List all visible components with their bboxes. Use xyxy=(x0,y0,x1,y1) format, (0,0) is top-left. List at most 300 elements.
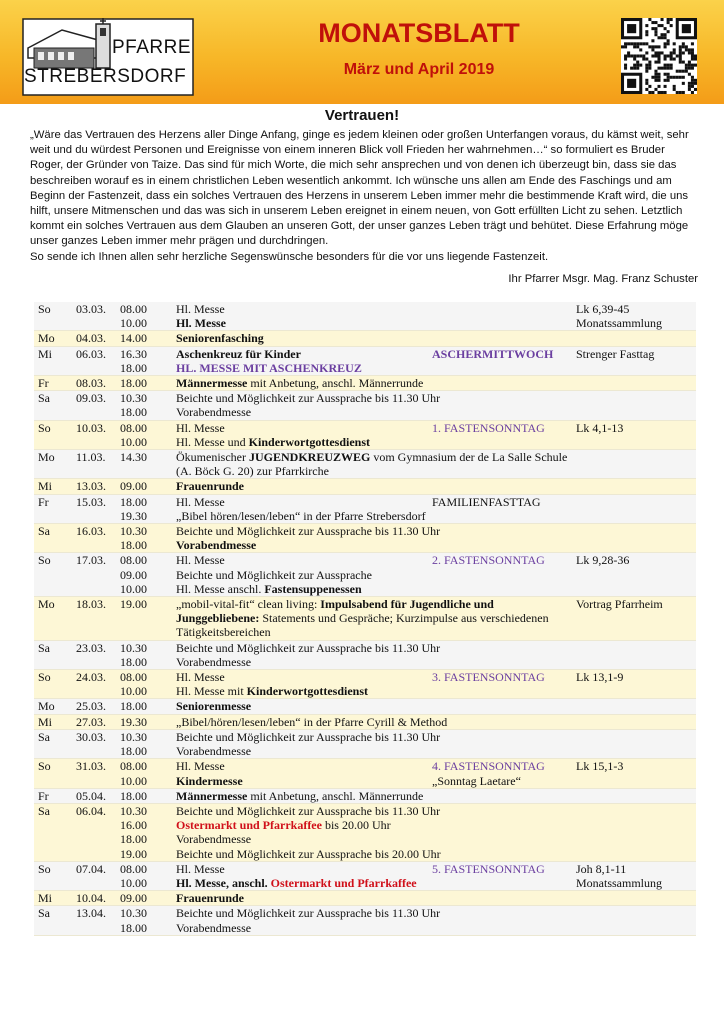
event-line xyxy=(176,302,572,316)
schedule-notes xyxy=(572,494,696,523)
event-note xyxy=(576,699,696,713)
event-time: 14.30 xyxy=(120,450,147,465)
event-time: 10.00 xyxy=(120,684,147,699)
event-note xyxy=(576,921,696,935)
event-line xyxy=(176,832,572,846)
event-line xyxy=(176,862,572,876)
event-text: Kinderwortgottesdienst xyxy=(248,434,370,449)
schedule-date: 04.03. xyxy=(72,331,116,346)
intro-signature: Ihr Pfarrer Msgr. Mag. Franz Schuster xyxy=(508,273,698,285)
schedule-events xyxy=(172,788,572,803)
schedule-notes xyxy=(572,861,696,890)
event-title xyxy=(176,891,572,905)
schedule-notes xyxy=(572,524,696,553)
event-time: 18.00 xyxy=(120,360,147,375)
event-time: 10.00 xyxy=(120,773,147,788)
event-text: Ostermarkt und Pfarrkaffee xyxy=(270,875,417,890)
schedule-times xyxy=(116,906,172,935)
schedule-day: Sa xyxy=(34,524,72,553)
event-time: 08.00 xyxy=(120,861,147,876)
schedule-day: Fr xyxy=(34,788,72,803)
event-title xyxy=(176,405,572,419)
event-note xyxy=(576,376,696,390)
schedule-times xyxy=(116,302,172,331)
schedule-events xyxy=(172,376,572,391)
schedule-notes xyxy=(572,420,696,449)
event-note xyxy=(576,744,696,758)
event-time: 19.30 xyxy=(120,714,147,729)
liturgical-day: 1. FASTENSONNTAG xyxy=(432,420,545,435)
schedule-date: 16.03. xyxy=(72,524,116,553)
event-text: Männermesse xyxy=(176,788,248,803)
event-line xyxy=(176,376,572,390)
event-time: 18.00 xyxy=(120,920,147,935)
event-note: Lk 9,28-36 xyxy=(576,553,630,568)
schedule-notes xyxy=(572,906,696,935)
event-text: Impulsabend für Jugendliche und Junggebliebene: xyxy=(176,597,494,626)
schedule-events xyxy=(172,670,572,699)
schedule-events xyxy=(172,420,572,449)
schedule-row xyxy=(34,494,696,523)
event-line xyxy=(176,818,572,832)
schedule-date: 31.03. xyxy=(72,759,116,788)
logo-text-pfarre: PFARRE xyxy=(112,37,192,58)
intro-heading: Vertrauen! xyxy=(324,107,400,124)
schedule-times xyxy=(116,450,172,479)
schedule-notes xyxy=(572,450,696,479)
schedule-table xyxy=(34,302,696,936)
event-line xyxy=(176,847,572,861)
event-line xyxy=(176,759,572,773)
event-note xyxy=(576,361,696,375)
event-title xyxy=(176,450,572,478)
schedule-day: So xyxy=(34,759,72,788)
schedule-row xyxy=(34,376,696,391)
event-line xyxy=(176,479,572,493)
event-title xyxy=(176,684,572,698)
schedule-day: Sa xyxy=(34,391,72,420)
event-text: „Bibel hören/lesen/leben“ in der Pfarre Strebersdorf xyxy=(176,508,426,523)
qr-code-icon[interactable] xyxy=(621,18,697,94)
event-note xyxy=(576,435,696,449)
schedule-events xyxy=(172,524,572,553)
schedule-row xyxy=(34,450,696,479)
event-time: 18.00 xyxy=(120,832,147,847)
schedule-times xyxy=(116,788,172,803)
schedule-row xyxy=(34,553,696,597)
event-title xyxy=(176,876,572,890)
schedule-date: 24.03. xyxy=(72,670,116,699)
schedule-date: 07.04. xyxy=(72,861,116,890)
event-line xyxy=(176,715,572,729)
event-text: Fastensuppenessen xyxy=(264,581,362,596)
schedule-date: 09.03. xyxy=(72,391,116,420)
event-title xyxy=(176,789,572,803)
schedule-date: 25.03. xyxy=(72,699,116,714)
event-line xyxy=(176,347,572,361)
schedule-notes xyxy=(572,714,696,729)
schedule-notes xyxy=(572,891,696,906)
schedule-day: Fr xyxy=(34,376,72,391)
event-line xyxy=(176,524,572,538)
schedule-row xyxy=(34,391,696,420)
event-text: Beichte und Möglichkeit zur Aussprache bis 20.00 Uhr xyxy=(176,846,441,861)
event-text: Beichte und Möglichkeit zur Aussprache bis 11.30 Uhr xyxy=(176,391,441,406)
schedule-date: 15.03. xyxy=(72,494,116,523)
liturgical-day: 3. FASTENSONNTAG xyxy=(432,670,545,685)
schedule-notes xyxy=(572,670,696,699)
schedule-notes xyxy=(572,640,696,669)
event-text: mit Anbetung, anschl. Männerrunde xyxy=(247,376,424,391)
schedule-day: Sa xyxy=(34,640,72,669)
event-note xyxy=(576,509,696,523)
schedule-times xyxy=(116,861,172,890)
event-text: Ostermarkt und Pfarrkaffee xyxy=(176,818,322,833)
liturgical-day: FAMILIENFASTTAG xyxy=(432,494,541,509)
schedule-events xyxy=(172,479,572,494)
event-time: 09.00 xyxy=(120,567,147,582)
schedule-row xyxy=(34,670,696,699)
event-text: Hl. Messe xyxy=(176,861,225,876)
event-text: Beichte und Möglichkeit zur Aussprache bis 11.30 Uhr xyxy=(176,803,441,818)
schedule-row xyxy=(34,331,696,346)
event-text: Seniorenmesse xyxy=(176,699,252,714)
schedule-row xyxy=(34,861,696,890)
event-text: Kinderwortgottesdienst xyxy=(246,684,368,699)
schedule-events xyxy=(172,597,572,641)
event-title xyxy=(176,538,572,552)
event-note xyxy=(576,847,696,861)
schedule-row xyxy=(34,346,696,375)
event-text: Frauenrunde xyxy=(176,479,245,494)
event-time: 10.30 xyxy=(120,391,147,406)
event-time: 18.00 xyxy=(120,494,147,509)
event-note xyxy=(576,495,696,509)
schedule-times xyxy=(116,331,172,346)
schedule-date: 27.03. xyxy=(72,714,116,729)
schedule-notes xyxy=(572,803,696,861)
event-text: Hl. Messe xyxy=(176,420,225,435)
schedule-notes xyxy=(572,788,696,803)
event-time: 10.30 xyxy=(120,803,147,818)
event-title xyxy=(176,597,572,640)
event-title xyxy=(176,568,572,582)
event-title xyxy=(176,655,572,669)
schedule-notes xyxy=(572,479,696,494)
event-time: 18.00 xyxy=(120,788,147,803)
event-note: Strenger Fasttag xyxy=(576,346,655,361)
schedule-day: Mi xyxy=(34,891,72,906)
schedule-day: So xyxy=(34,861,72,890)
event-line xyxy=(176,450,572,478)
schedule-row xyxy=(34,524,696,553)
event-time: 19.00 xyxy=(120,597,147,612)
event-note xyxy=(576,524,696,538)
schedule-row xyxy=(34,788,696,803)
schedule-date: 23.03. xyxy=(72,640,116,669)
schedule-events xyxy=(172,553,572,597)
event-text: Vorabendmesse xyxy=(176,832,252,847)
schedule-day: Sa xyxy=(34,729,72,758)
schedule-row xyxy=(34,479,696,494)
event-title xyxy=(176,730,572,744)
event-time: 08.00 xyxy=(120,420,147,435)
event-line xyxy=(176,538,572,552)
schedule-times xyxy=(116,891,172,906)
schedule-date: 13.03. xyxy=(72,479,116,494)
event-line xyxy=(176,316,572,330)
schedule-times xyxy=(116,640,172,669)
intro-paragraph: „Wäre das Vertrauen des Herzens aller Dinge Anfang, ginge es jedem kleinen oder großen Unterfangen voraus, du kämst weit, sehr weit und du würdest Personen und Ereignisse von einem inneren Blick voll Frieden her wahrnehmen…“ so formuliert es Bruder Roger, der Gründer von Taize. Das sind für mich Worte, die mich sehr ansprechen und von denen ich überzeugt bin, dass sie das beschreiben worauf es in einem christlichen Leben wesentlich ankommt. Ich wünsche uns allen am Ende des Faschings und am Beginn der Fastenzeit, dass ein solches Vertrauen des Herzens in unserem Leben immer mehr die bestimmende Kraft wird, die uns hilft, unsere Mitmenschen und das was sich in unserem Leben ereignet in einem neuen, von Gott erfüllten Licht zu sehen. Letztlich kommt ein solches Vertrauen aus dem Glauben an unseren Gott, der unser ganzes Leben trägt und behütet. Diese Erfahrung möge unser ganzes Leben immer mehr prägen und durchdringen. xyxy=(30,129,689,248)
event-line xyxy=(176,405,572,419)
event-time: 10.30 xyxy=(120,906,147,921)
event-text: Vorabendmesse xyxy=(176,405,252,420)
event-text: „Bibel/hören/lesen/leben“ in der Pfarre Cyrill & Method xyxy=(176,714,448,729)
event-title xyxy=(176,862,432,876)
schedule-events xyxy=(172,391,572,420)
event-text: Hl. Messe xyxy=(176,670,225,685)
event-note xyxy=(576,906,696,920)
event-text: Hl. Messe mit xyxy=(176,684,247,699)
event-note xyxy=(576,818,696,832)
event-line xyxy=(176,597,572,640)
schedule-day: So xyxy=(34,553,72,597)
schedule-times xyxy=(116,346,172,375)
event-note xyxy=(576,582,696,596)
schedule-row xyxy=(34,420,696,449)
event-note xyxy=(576,730,696,744)
event-title xyxy=(176,495,432,509)
event-line xyxy=(176,876,572,890)
schedule-row xyxy=(34,729,696,758)
event-title xyxy=(176,818,572,832)
schedule-row xyxy=(34,597,696,641)
event-text: Hl. Messe xyxy=(176,302,225,316)
schedule-day: Mo xyxy=(34,699,72,714)
event-text: Ökumenischer xyxy=(176,450,249,465)
schedule-notes xyxy=(572,391,696,420)
event-text: Vorabendmesse xyxy=(176,920,252,935)
event-line xyxy=(176,699,572,713)
event-time: 09.00 xyxy=(120,479,147,494)
event-title xyxy=(176,361,572,375)
event-note xyxy=(576,391,696,405)
event-text: Hl. Messe anschl. xyxy=(176,581,265,596)
schedule-row xyxy=(34,714,696,729)
event-title xyxy=(176,479,572,493)
event-title xyxy=(176,774,432,788)
schedule-notes xyxy=(572,759,696,788)
event-text: Beichte und Möglichkeit zur Aussprache bis 11.30 Uhr xyxy=(176,640,441,655)
page-title: MONATSBLATT xyxy=(318,18,520,48)
schedule-day: Mi xyxy=(34,714,72,729)
event-title xyxy=(176,316,572,330)
schedule-day: Mo xyxy=(34,331,72,346)
event-text: Beichte und Möglichkeit zur Aussprache bis 11.30 Uhr xyxy=(176,524,441,539)
event-line xyxy=(176,421,572,435)
event-time: 08.00 xyxy=(120,302,147,316)
event-time: 18.00 xyxy=(120,699,147,714)
event-line xyxy=(176,789,572,803)
event-note xyxy=(576,655,696,669)
event-note xyxy=(576,715,696,729)
event-line xyxy=(176,655,572,669)
event-text: Hl. Messe xyxy=(176,316,226,331)
schedule-row xyxy=(34,906,696,935)
event-title xyxy=(176,509,572,523)
schedule-times xyxy=(116,376,172,391)
event-title xyxy=(176,524,572,538)
schedule-times xyxy=(116,479,172,494)
event-line xyxy=(176,331,572,345)
schedule-notes xyxy=(572,376,696,391)
schedule-times xyxy=(116,759,172,788)
event-line xyxy=(176,361,572,375)
event-note xyxy=(576,891,696,905)
schedule-notes xyxy=(572,553,696,597)
event-time: 16.30 xyxy=(120,346,147,361)
schedule-times xyxy=(116,391,172,420)
event-note xyxy=(576,641,696,655)
event-time: 08.00 xyxy=(120,670,147,685)
schedule-day: Mi xyxy=(34,479,72,494)
schedule-events xyxy=(172,714,572,729)
event-title xyxy=(176,582,572,596)
event-line xyxy=(176,568,572,582)
event-text: Frauenrunde xyxy=(176,891,245,906)
schedule-day: So xyxy=(34,420,72,449)
schedule-events xyxy=(172,640,572,669)
event-text: JUGENDKREUZWEG xyxy=(248,450,371,465)
event-line xyxy=(176,921,572,935)
event-time: 10.00 xyxy=(120,581,147,596)
event-text: Statements und Gespräche; Kurzimpulse aus verschiedenen Tätigkeitsbereichen xyxy=(176,611,549,640)
schedule-times xyxy=(116,524,172,553)
event-time: 14.00 xyxy=(120,331,147,346)
schedule-row xyxy=(34,891,696,906)
event-line xyxy=(176,391,572,405)
event-note xyxy=(576,832,696,846)
schedule-day: Mo xyxy=(34,450,72,479)
schedule-date: 08.03. xyxy=(72,376,116,391)
schedule-events xyxy=(172,494,572,523)
event-note xyxy=(576,331,696,345)
event-text: „mobil-vital-fit“ clean living: xyxy=(176,597,321,612)
schedule-day: So xyxy=(34,302,72,331)
event-note xyxy=(576,450,696,464)
event-title xyxy=(176,699,572,713)
event-line xyxy=(176,641,572,655)
event-time: 09.00 xyxy=(120,891,147,906)
event-text: Seniorenfasching xyxy=(176,331,264,346)
schedule-events xyxy=(172,450,572,479)
schedule-notes xyxy=(572,597,696,641)
event-title xyxy=(176,804,572,818)
intro-closing: So sende ich Ihnen allen sehr herzliche Segenswünsche besonders für die vor uns liegende Fastenzeit. xyxy=(30,250,549,263)
event-title xyxy=(176,376,572,390)
schedule-date: 10.03. xyxy=(72,420,116,449)
schedule-date: 17.03. xyxy=(72,553,116,597)
schedule-date: 13.04. xyxy=(72,906,116,935)
event-line xyxy=(176,509,572,523)
event-time: 18.00 xyxy=(120,538,147,553)
schedule-day: Sa xyxy=(34,906,72,935)
event-title xyxy=(176,331,572,345)
event-time: 19.00 xyxy=(120,846,147,861)
event-text: Vorabendmesse xyxy=(176,538,257,553)
schedule-row xyxy=(34,640,696,669)
event-line xyxy=(176,553,572,567)
schedule-events xyxy=(172,699,572,714)
event-title xyxy=(176,553,432,567)
schedule-notes xyxy=(572,729,696,758)
page-subtitle: März und April 2019 xyxy=(343,61,495,78)
event-text: Beichte und Möglichkeit zur Aussprache bis 11.30 Uhr xyxy=(176,729,441,744)
event-title xyxy=(176,421,432,435)
event-text: HL. MESSE MIT ASCHENKREUZ xyxy=(176,360,362,375)
event-line xyxy=(176,730,572,744)
event-line xyxy=(176,804,572,818)
schedule-day: Mo xyxy=(34,597,72,641)
schedule-times xyxy=(116,729,172,758)
event-title xyxy=(176,670,432,684)
event-line xyxy=(176,774,572,788)
event-line xyxy=(176,891,572,905)
schedule-day: Sa xyxy=(34,803,72,861)
event-note xyxy=(576,405,696,419)
schedule-times xyxy=(116,803,172,861)
event-title xyxy=(176,302,572,316)
intro-text xyxy=(30,128,700,265)
event-note: Lk 15,1-3 xyxy=(576,759,624,774)
event-line xyxy=(176,744,572,758)
event-time: 10.30 xyxy=(120,729,147,744)
event-time: 10.00 xyxy=(120,434,147,449)
event-title xyxy=(176,906,572,920)
event-note: Lk 6,39-45 xyxy=(576,302,630,316)
event-time: 18.00 xyxy=(120,405,147,420)
schedule-row xyxy=(34,302,696,331)
event-text: Vorabendmesse xyxy=(176,654,252,669)
event-text: bis 20.00 Uhr xyxy=(321,818,391,833)
event-time: 08.00 xyxy=(120,759,147,774)
schedule-date: 06.03. xyxy=(72,346,116,375)
event-note xyxy=(576,479,696,493)
event-time: 18.00 xyxy=(120,376,147,391)
schedule-times xyxy=(116,553,172,597)
schedule-events xyxy=(172,331,572,346)
schedule-date: 10.04. xyxy=(72,891,116,906)
schedule-row xyxy=(34,803,696,861)
schedule-events xyxy=(172,891,572,906)
event-title xyxy=(176,641,572,655)
event-note: Lk 13,1-9 xyxy=(576,670,624,685)
schedule-date: 18.03. xyxy=(72,597,116,641)
event-time: 16.00 xyxy=(120,818,147,833)
header-banner xyxy=(0,0,724,104)
event-text: Hl. Messe und xyxy=(176,434,249,449)
event-note xyxy=(576,538,696,552)
schedule-times xyxy=(116,670,172,699)
event-title xyxy=(176,435,572,449)
liturgical-day: „Sonntag Laetare“ xyxy=(432,773,521,788)
event-text: mit Anbetung, anschl. Männerrunde xyxy=(247,788,424,803)
event-line xyxy=(176,670,572,684)
schedule-date: 11.03. xyxy=(72,450,116,479)
event-line xyxy=(176,684,572,698)
schedule-date: 30.03. xyxy=(72,729,116,758)
schedule-notes xyxy=(572,699,696,714)
